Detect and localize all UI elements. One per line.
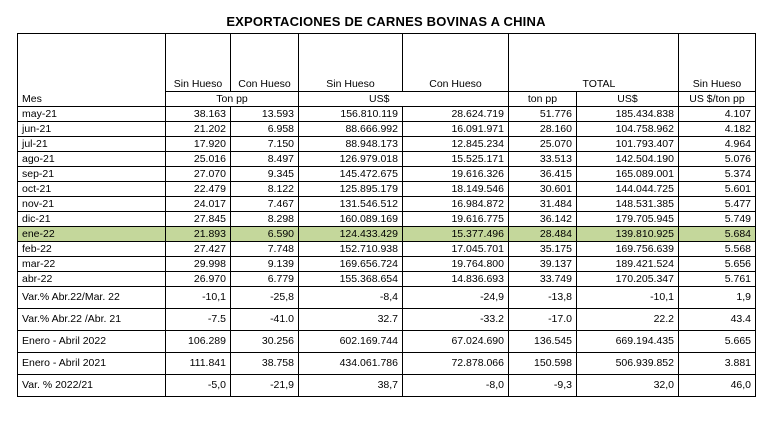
cell-ch-usd: 28.624.719 — [403, 107, 509, 122]
cell-sh-usd: 88.666.992 — [299, 122, 403, 137]
cell-tot-ton: -17.0 — [509, 309, 577, 331]
cell-price: 5.761 — [679, 272, 756, 287]
cell-price: 5.665 — [679, 331, 756, 353]
cell-sh-usd: 156.810.119 — [299, 107, 403, 122]
row-label: nov-21 — [18, 197, 166, 212]
summary-row — [18, 331, 756, 353]
cell-ch-usd: -33.2 — [403, 309, 509, 331]
cell-sh-ton: 21.893 — [166, 227, 231, 242]
cell-sh-ton: 27.070 — [166, 167, 231, 182]
cell-sh-usd: 126.979.018 — [299, 152, 403, 167]
cell-ch-usd: 12.845.234 — [403, 137, 509, 152]
row-label: feb-22 — [18, 242, 166, 257]
row-label: Enero - Abril 2021 — [18, 353, 166, 375]
cell-price: 46,0 — [679, 375, 756, 397]
cell-price: 5.076 — [679, 152, 756, 167]
row-label: may-21 — [18, 107, 166, 122]
cell-tot-ton: 36.142 — [509, 212, 577, 227]
cell-price: 3.881 — [679, 353, 756, 375]
header-cell: Sin Hueso — [166, 34, 231, 92]
cell-ch-ton: 8.122 — [231, 182, 299, 197]
cell-sh-ton: 17.920 — [166, 137, 231, 152]
cell-ch-ton: 6.779 — [231, 272, 299, 287]
row-label: sep-21 — [18, 167, 166, 182]
cell-tot-usd: 170.205.347 — [577, 272, 679, 287]
cell-ch-usd: -24,9 — [403, 287, 509, 309]
cell-tot-usd: 189.421.524 — [577, 257, 679, 272]
cell-sh-usd: 155.368.654 — [299, 272, 403, 287]
cell-tot-usd: 104.758.962 — [577, 122, 679, 137]
cell-ch-usd: -8,0 — [403, 375, 509, 397]
header-row-2 — [18, 92, 756, 107]
summary-row — [18, 375, 756, 397]
cell-tot-usd: 139.810.925 — [577, 227, 679, 242]
cell-tot-ton: 36.415 — [509, 167, 577, 182]
row-label: jun-21 — [18, 122, 166, 137]
cell-ch-ton: 9.139 — [231, 257, 299, 272]
header-cell — [509, 34, 577, 92]
cell-sh-ton: -7.5 — [166, 309, 231, 331]
cell-price: 5.684 — [679, 227, 756, 242]
rows-row — [18, 272, 756, 287]
cell-sh-ton: 111.841 — [166, 353, 231, 375]
cell-tot-usd: 169.756.639 — [577, 242, 679, 257]
header-price: US $/ton pp — [679, 92, 756, 107]
row-label: dic-21 — [18, 212, 166, 227]
header-row-1 — [18, 34, 756, 92]
rows-row — [18, 137, 756, 152]
cell-sh-usd: 131.546.512 — [299, 197, 403, 212]
cell-ch-ton: 9.345 — [231, 167, 299, 182]
cell-tot-usd: 165.089.001 — [577, 167, 679, 182]
cell-price: 5.477 — [679, 197, 756, 212]
exports-table — [17, 33, 756, 397]
cell-ch-ton: 8.497 — [231, 152, 299, 167]
cell-tot-usd: 148.531.385 — [577, 197, 679, 212]
cell-tot-usd: -10,1 — [577, 287, 679, 309]
cell-sh-ton: -10,1 — [166, 287, 231, 309]
summary-row — [18, 309, 756, 331]
cell-ch-ton: 13.593 — [231, 107, 299, 122]
cell-tot-ton: 25.070 — [509, 137, 577, 152]
cell-tot-usd: 22.2 — [577, 309, 679, 331]
header-ton-pp: Ton pp — [166, 92, 299, 107]
row-label: oct-21 — [18, 182, 166, 197]
spreadsheet — [17, 10, 755, 397]
cell-tot-ton: -9,3 — [509, 375, 577, 397]
cell-tot-ton: 31.484 — [509, 197, 577, 212]
cell-tot-ton: 33.513 — [509, 152, 577, 167]
cell-ch-ton: 7.150 — [231, 137, 299, 152]
cell-ch-ton: 8.298 — [231, 212, 299, 227]
header-usd: US$ — [299, 92, 509, 107]
cell-tot-ton: 28.484 — [509, 227, 577, 242]
row-label: abr-22 — [18, 272, 166, 287]
cell-sh-usd: 32.7 — [299, 309, 403, 331]
cell-tot-ton: 150.598 — [509, 353, 577, 375]
header-cell: Con Hueso — [231, 34, 299, 92]
cell-price: 4.182 — [679, 122, 756, 137]
cell-ch-usd: 15.377.496 — [403, 227, 509, 242]
cell-ch-ton: 6.590 — [231, 227, 299, 242]
row-label: mar-22 — [18, 257, 166, 272]
rows-row — [18, 257, 756, 272]
cell-ch-usd: 16.091.971 — [403, 122, 509, 137]
cell-price: 5.568 — [679, 242, 756, 257]
cell-tot-ton: 35.175 — [509, 242, 577, 257]
cell-tot-ton: -13,8 — [509, 287, 577, 309]
rows-row — [18, 167, 756, 182]
cell-sh-usd: 38,7 — [299, 375, 403, 397]
cell-ch-usd: 19.764.800 — [403, 257, 509, 272]
header-total-ton: ton pp — [509, 92, 577, 107]
cell-ch-usd: 16.984.872 — [403, 197, 509, 212]
cell-price: 5.374 — [679, 167, 756, 182]
row-label: ene-22 — [18, 227, 166, 242]
cell-ch-usd: 14.836.693 — [403, 272, 509, 287]
cell-tot-ton: 136.545 — [509, 331, 577, 353]
header-cell — [18, 34, 166, 92]
cell-sh-ton: 27.427 — [166, 242, 231, 257]
cell-ch-usd: 19.616.775 — [403, 212, 509, 227]
table-title: EXPORTACIONES DE CARNES BOVINAS A CHINA — [226, 14, 546, 29]
cell-sh-usd: 434.061.786 — [299, 353, 403, 375]
cell-price: 5.601 — [679, 182, 756, 197]
cell-sh-ton: 106.289 — [166, 331, 231, 353]
cell-sh-usd: 88.948.173 — [299, 137, 403, 152]
rows-row — [18, 227, 756, 242]
cell-sh-ton: 29.998 — [166, 257, 231, 272]
cell-sh-usd: 125.895.179 — [299, 182, 403, 197]
rows-row — [18, 242, 756, 257]
cell-ch-usd: 72.878.066 — [403, 353, 509, 375]
cell-sh-ton: 24.017 — [166, 197, 231, 212]
cell-sh-ton: 21.202 — [166, 122, 231, 137]
rows-row — [18, 212, 756, 227]
header-cell: Sin Hueso — [299, 34, 403, 92]
cell-ch-ton: -25,8 — [231, 287, 299, 309]
cell-tot-ton: 30.601 — [509, 182, 577, 197]
cell-tot-usd: 32,0 — [577, 375, 679, 397]
cell-price: 5.656 — [679, 257, 756, 272]
header-total-usd: US$ — [577, 92, 679, 107]
cell-ch-usd: 19.616.326 — [403, 167, 509, 182]
row-label: Var. % 2022/21 — [18, 375, 166, 397]
cell-ch-ton: 6.958 — [231, 122, 299, 137]
cell-tot-ton: 51.776 — [509, 107, 577, 122]
cell-tot-usd: 142.504.190 — [577, 152, 679, 167]
cell-sh-ton: -5,0 — [166, 375, 231, 397]
cell-ch-usd: 15.525.171 — [403, 152, 509, 167]
header-mes: Mes — [18, 92, 166, 107]
cell-ch-ton: 38.758 — [231, 353, 299, 375]
cell-tot-usd: 185.434.838 — [577, 107, 679, 122]
cell-sh-ton: 22.479 — [166, 182, 231, 197]
rows-row — [18, 197, 756, 212]
header-cell: Con Hueso — [403, 34, 509, 92]
summary-row — [18, 287, 756, 309]
cell-ch-ton: 30.256 — [231, 331, 299, 353]
row-label: Var.% Abr.22 /Abr. 21 — [18, 309, 166, 331]
cell-sh-ton: 26.970 — [166, 272, 231, 287]
cell-tot-usd: 144.044.725 — [577, 182, 679, 197]
cell-sh-usd: 160.089.169 — [299, 212, 403, 227]
row-label: Var.% Abr.22/Mar. 22 — [18, 287, 166, 309]
cell-price: 4.964 — [679, 137, 756, 152]
cell-sh-ton: 25.016 — [166, 152, 231, 167]
cell-sh-usd: -8,4 — [299, 287, 403, 309]
cell-tot-usd: 669.194.435 — [577, 331, 679, 353]
header-cell: Sin Hueso — [679, 34, 756, 92]
cell-price: 43.4 — [679, 309, 756, 331]
cell-ch-ton: 7.467 — [231, 197, 299, 212]
cell-tot-usd: 506.939.852 — [577, 353, 679, 375]
summary-row — [18, 353, 756, 375]
cell-ch-usd: 18.149.546 — [403, 182, 509, 197]
header-cell-total: TOTAL — [577, 34, 679, 92]
cell-ch-ton: -41.0 — [231, 309, 299, 331]
cell-sh-usd: 124.433.429 — [299, 227, 403, 242]
cell-sh-ton: 27.845 — [166, 212, 231, 227]
cell-price: 4.107 — [679, 107, 756, 122]
cell-sh-usd: 602.169.744 — [299, 331, 403, 353]
cell-ch-ton: -21,9 — [231, 375, 299, 397]
cell-ch-usd: 67.024.690 — [403, 331, 509, 353]
cell-ch-ton: 7.748 — [231, 242, 299, 257]
cell-tot-usd: 101.793.407 — [577, 137, 679, 152]
cell-sh-usd: 145.472.675 — [299, 167, 403, 182]
rows-row — [18, 122, 756, 137]
cell-tot-ton: 28.160 — [509, 122, 577, 137]
cell-tot-ton: 39.137 — [509, 257, 577, 272]
cell-price: 5.749 — [679, 212, 756, 227]
cell-tot-usd: 179.705.945 — [577, 212, 679, 227]
rows-row — [18, 152, 756, 167]
cell-sh-usd: 152.710.938 — [299, 242, 403, 257]
cell-sh-ton: 38.163 — [166, 107, 231, 122]
rows-row — [18, 107, 756, 122]
cell-price: 1,9 — [679, 287, 756, 309]
row-label: jul-21 — [18, 137, 166, 152]
cell-ch-usd: 17.045.701 — [403, 242, 509, 257]
rows-row — [18, 182, 756, 197]
cell-sh-usd: 169.656.724 — [299, 257, 403, 272]
row-label: Enero - Abril 2022 — [18, 331, 166, 353]
cell-tot-ton: 33.749 — [509, 272, 577, 287]
row-label: ago-21 — [18, 152, 166, 167]
